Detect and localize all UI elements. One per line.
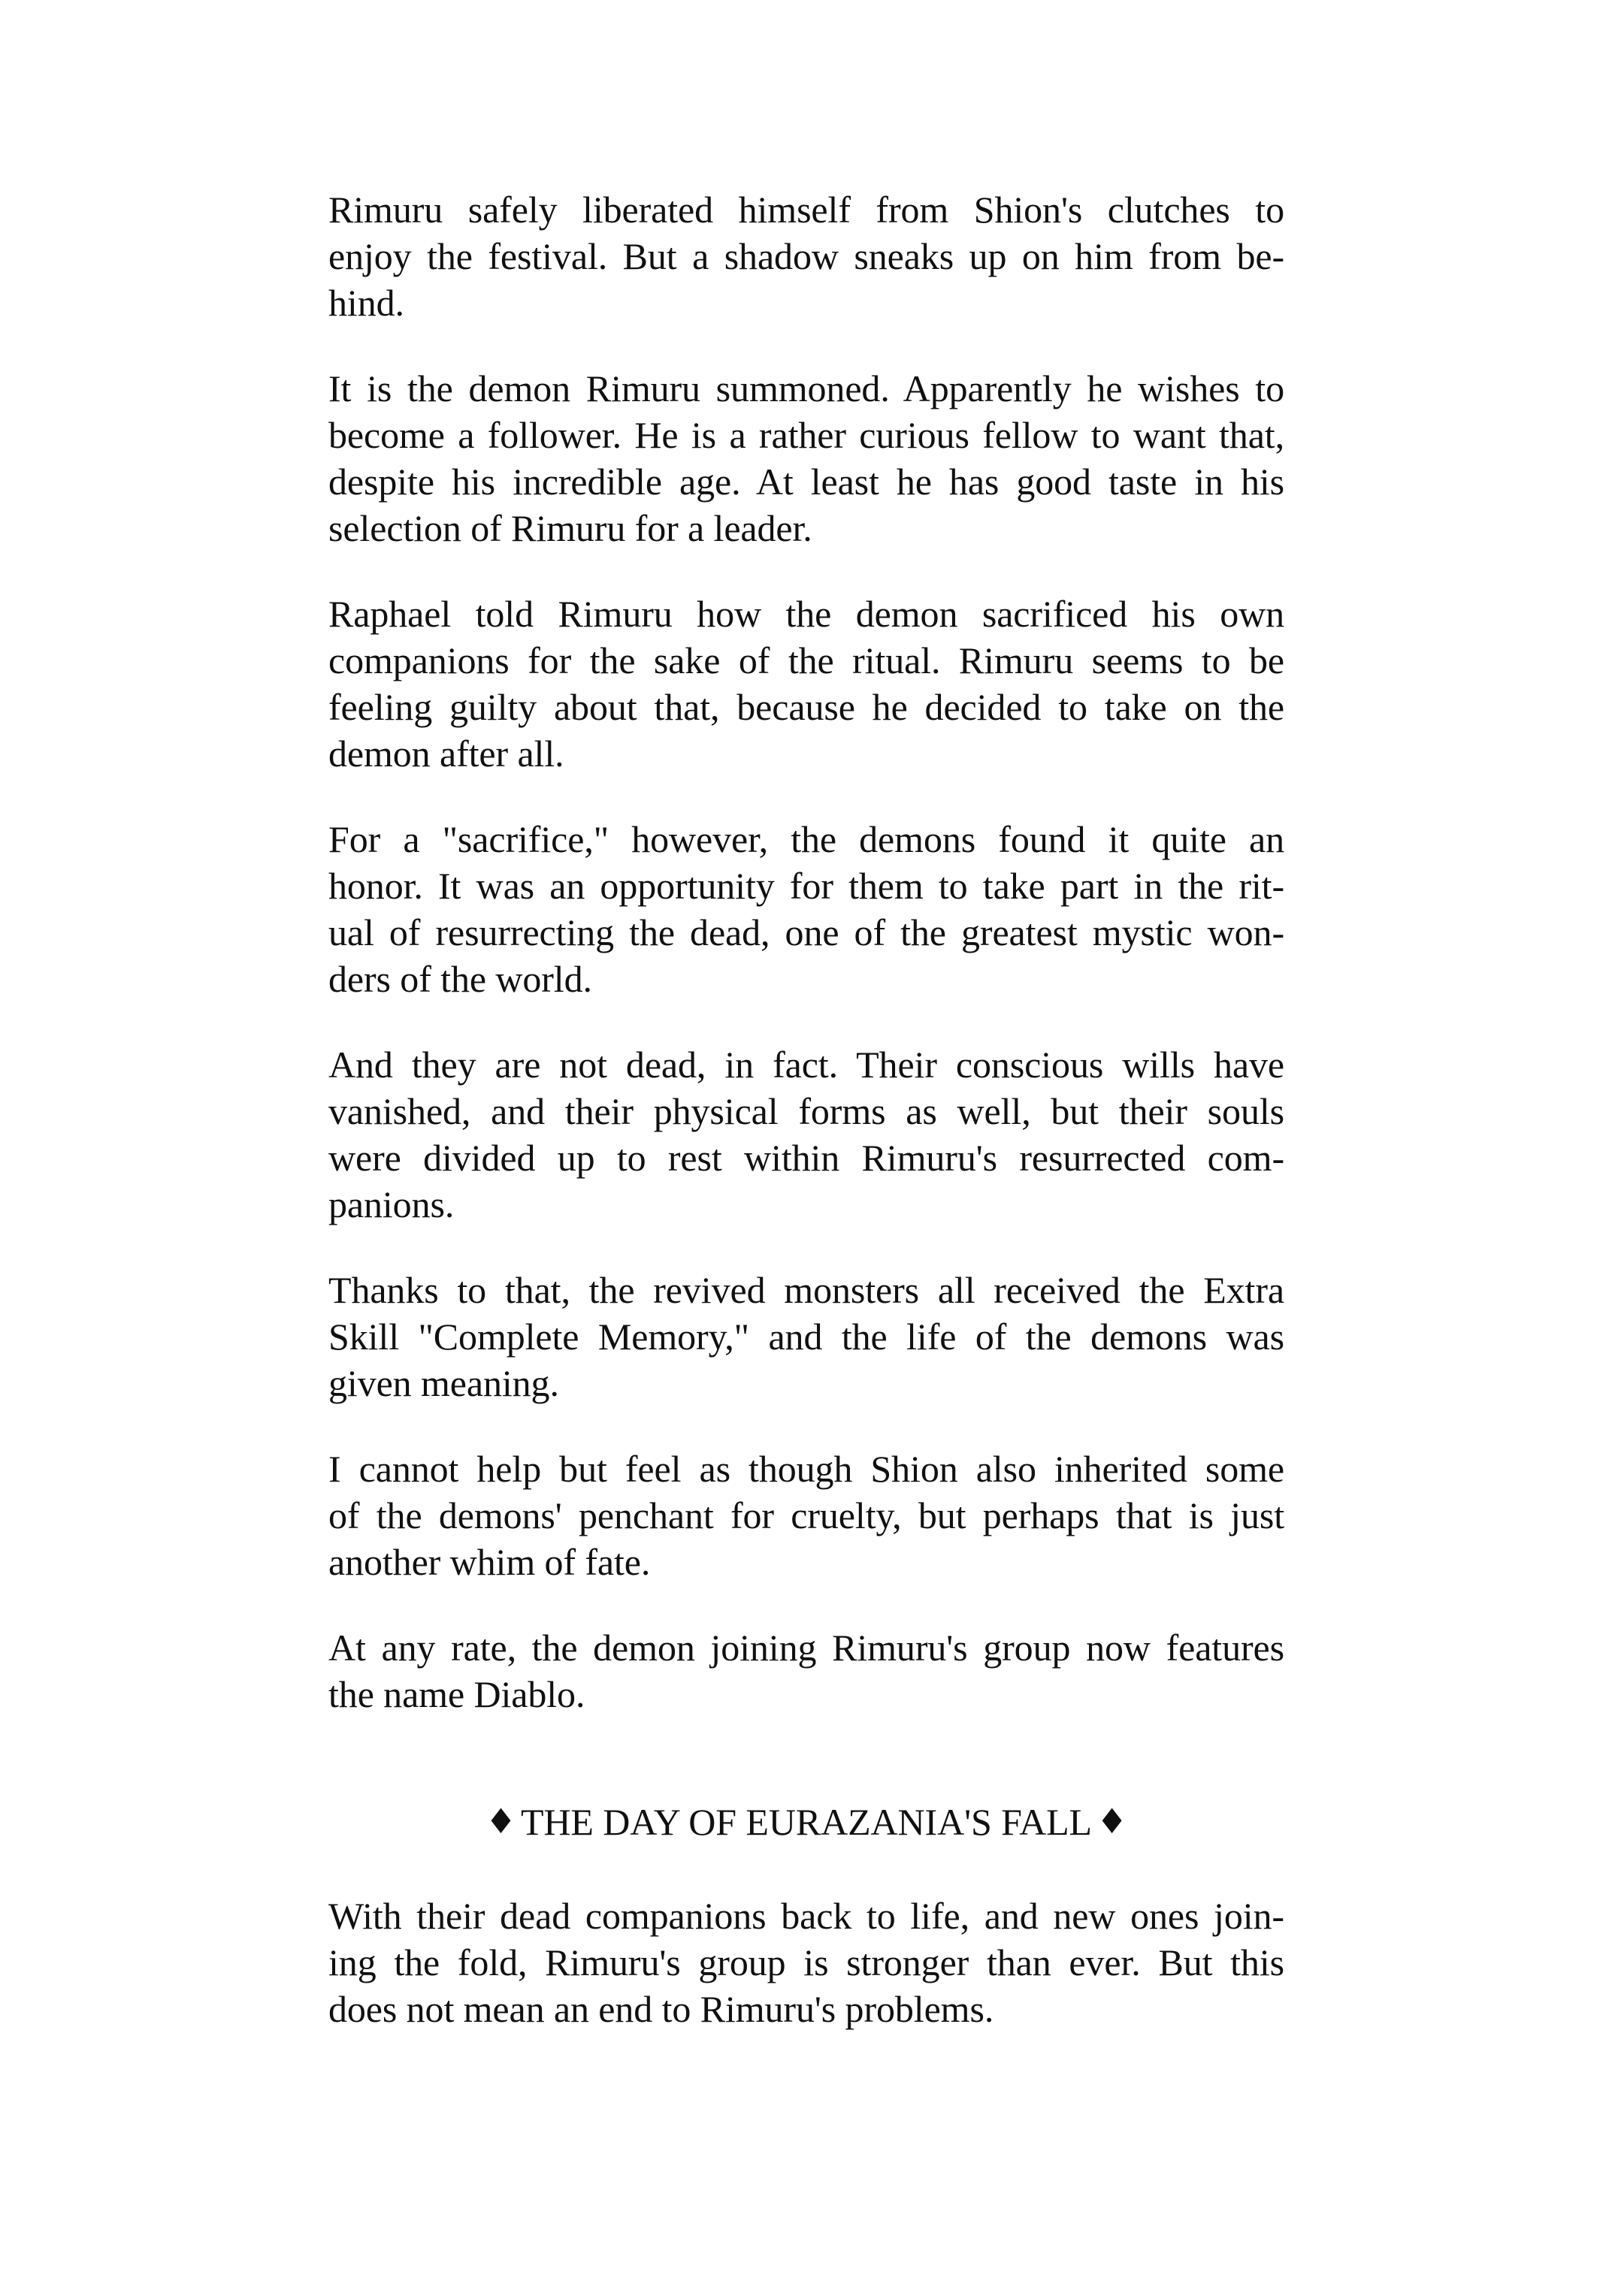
paragraph (328, 1624, 1284, 1717)
text-line: panions. (328, 1183, 455, 1225)
section-heading-text: THE DAY OF EURAZANIA'S FALL (520, 1801, 1093, 1843)
text-line: honor. It was an opportunity for them to take part in the rit- (328, 865, 1284, 907)
text-line: feeling guilty about that, because he decided to take on the (328, 686, 1284, 728)
text-line: the name Diablo. (328, 1673, 585, 1715)
paragraph (328, 1267, 1284, 1406)
text-line: demon after all. (328, 733, 564, 775)
text-line: become a follower. He is a rather curious fellow to want that, (328, 414, 1284, 456)
text-line: were divided up to rest within Rimuru's resurrected com- (328, 1137, 1284, 1179)
paragraph (328, 1041, 1284, 1228)
text-line: ing the fold, Rimuru's group is stronger than ever. But this (328, 1941, 1284, 1983)
text-line: companions for the sake of the ritual. Rimuru seems to be (328, 639, 1284, 681)
text-line: vanished, and their physical forms as well, but their souls (328, 1090, 1284, 1132)
text-line: Rimuru safely liberated himself from Shion's clutches to (328, 189, 1284, 231)
section-heading (328, 1799, 1284, 1846)
text-line: At any rate, the demon joining Rimuru's group now features (328, 1627, 1284, 1669)
text-line: It is the demon Rimuru summoned. Apparently he wishes to (328, 367, 1284, 409)
paragraph (328, 186, 1284, 326)
paragraph (328, 1893, 1284, 2032)
text-line: of the demons' penchant for cruelty, but perhaps that is just (328, 1494, 1284, 1536)
text-line: selection of Rimuru for a leader. (328, 507, 812, 549)
text-line: ders of the world. (328, 958, 592, 1000)
text-line: Skill "Complete Memory," and the life of the demons was (328, 1316, 1284, 1358)
paragraph (328, 591, 1284, 777)
page-text-column (328, 186, 1284, 2032)
diamond-icon: ♦ (485, 1801, 516, 1841)
text-line: given meaning. (328, 1362, 559, 1404)
text-line: does not mean an end to Rimuru's problems. (328, 1988, 994, 2030)
paragraph (328, 1446, 1284, 1585)
text-line: enjoy the festival. But a shadow sneaks up on him from be- (328, 235, 1284, 277)
paragraph (328, 365, 1284, 551)
text-line: despite his incredible age. At least he has good taste in his (328, 461, 1284, 503)
diamond-icon: ♦ (1096, 1801, 1128, 1841)
text-line: hind. (328, 282, 404, 324)
text-line: another whim of fate. (328, 1541, 651, 1583)
text-line: Thanks to that, the revived monsters all received the Extra (328, 1269, 1284, 1311)
text-line: Raphael told Rimuru how the demon sacrificed his own (328, 593, 1284, 635)
text-line: And they are not dead, in fact. Their conscious wills have (328, 1044, 1284, 1086)
text-line: With their dead companions back to life, and new ones join- (328, 1895, 1284, 1937)
text-line: ual of resurrecting the dead, one of the greatest mystic won- (328, 911, 1284, 953)
text-line: I cannot help but feel as though Shion also inherited some (328, 1448, 1284, 1490)
paragraph (328, 816, 1284, 1002)
text-line: For a "sacrifice," however, the demons found it quite an (328, 818, 1284, 860)
